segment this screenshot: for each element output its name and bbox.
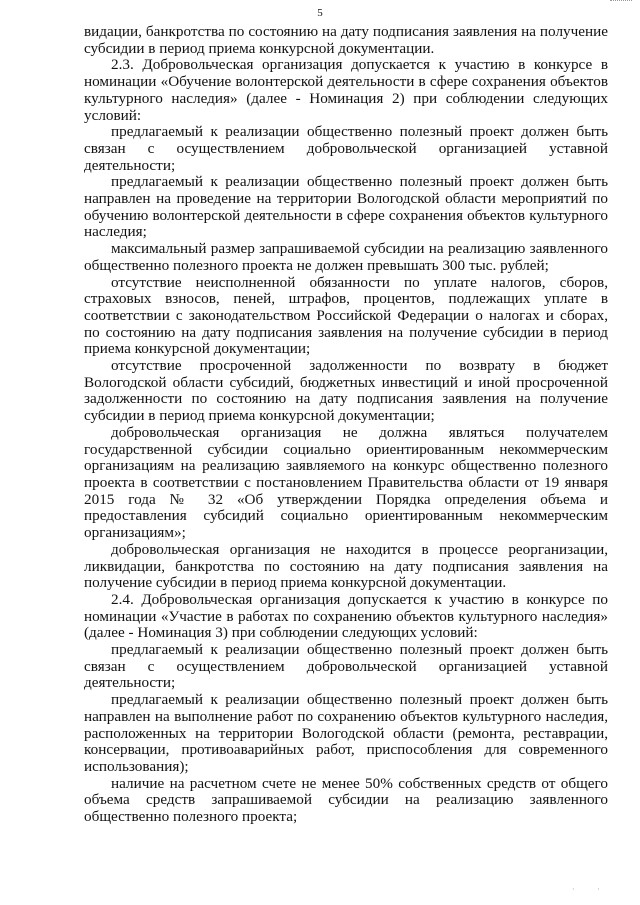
scan-bottom-mark: · ·	[571, 884, 610, 894]
paragraph-n2-condition-training: предлагаемый к реализации общественно полезный проект должен быть направлен на проведение на территории Вологодской области мероприятий по обучению волонтерской деятельности в сфере сохранения объектов культурного наследия;	[84, 173, 608, 241]
paragraph-n2-condition-no-reorganization: добровольческая организация не находится в процессе реорганизации, ликвидации, банкротства по состоянию на дату подписания заявления на получение субсидии в период приема конкурсной документации.	[84, 540, 608, 592]
paragraph-n3-condition-own-funds: наличие на расчетном счете не менее 50% собственных средств от общего объема средств запрашиваемой субсидии на реализацию заявленного общественно полезного проекта;	[84, 774, 608, 826]
page-number: 5	[317, 7, 323, 19]
paragraph-n2-condition-not-recipient: добровольческая организация не должна являться получателем государственной субсидии социально ориентированным некоммерческим организациям на реализацию заявляемого на конкурс общественно полезного проекта в соответствии с постановлением Правительства области от 19 января 2015 года № 32 «Об утверждении Порядка определения объема и предоставления субсидий социально ориентированным некоммерческим организациям»;	[84, 423, 608, 542]
paragraph-n2-condition-no-tax-debt: отсутствие неисполненной обязанности по уплате налогов, сборов, страховых взносов, пеней, штрафов, процентов, подлежащих уплате в соответствии с законодательством Российской Федерации о налогах и сборах, по состоянию на дату подписания заявления на получение субсидии в период приема конкурсной документации;	[84, 273, 608, 358]
scan-corner-mark	[610, 0, 632, 3]
paragraph-2-3-heading: 2.3. Добровольческая организация допускается к участию в конкурсе в номинации «Обучение волонтерской деятельности в сфере сохранения объектов культурного наследия» (далее - Номинация 2) при соблюдении следующих условий:	[84, 56, 608, 124]
document-body	[84, 24, 608, 826]
paragraph-n2-condition-statutory: предлагаемый к реализации общественно полезный проект должен быть связан с осуществлением добровольческой организацией уставной деятельности;	[84, 123, 608, 174]
paragraph-n2-condition-max-subsidy: максимальный размер запрашиваемой субсидии на реализацию заявленного общественно полезного проекта не должен превышать 300 тыс. рублей;	[84, 240, 608, 274]
paragraph-n2-condition-no-overdue-debt: отсутствие просроченной задолженности по возврату в бюджет Вологодской области субсидий, бюджетных инвестиций и иной просроченной задолженности по состоянию на дату подписания заявления на получение субсидии в период приема конкурсной документации;	[84, 357, 608, 425]
paragraph-n3-condition-statutory: предлагаемый к реализации общественно полезный проект должен быть связан с осуществлением добровольческой организацией уставной деятельности;	[84, 641, 608, 692]
paragraph-continuation: видации, банкротства по состоянию на дату подписания заявления на получение субсидии в период приема конкурсной документации.	[84, 23, 608, 57]
paragraph-2-4-heading: 2.4. Добровольческая организация допускается к участию в конкурсе по номинации «Участие в работах по сохранению объектов культурного наследия» (далее - Номинация 3) при соблюдении следующих условий:	[84, 590, 608, 642]
paragraph-n3-condition-restoration: предлагаемый к реализации общественно полезный проект должен быть направлен на выполнение работ по сохранению объектов культурного наследия, расположенных на территории Вологодской области (ремонта, реставрации, консервации, противоаварийных работ, приспособления для современного использования);	[84, 691, 608, 775]
